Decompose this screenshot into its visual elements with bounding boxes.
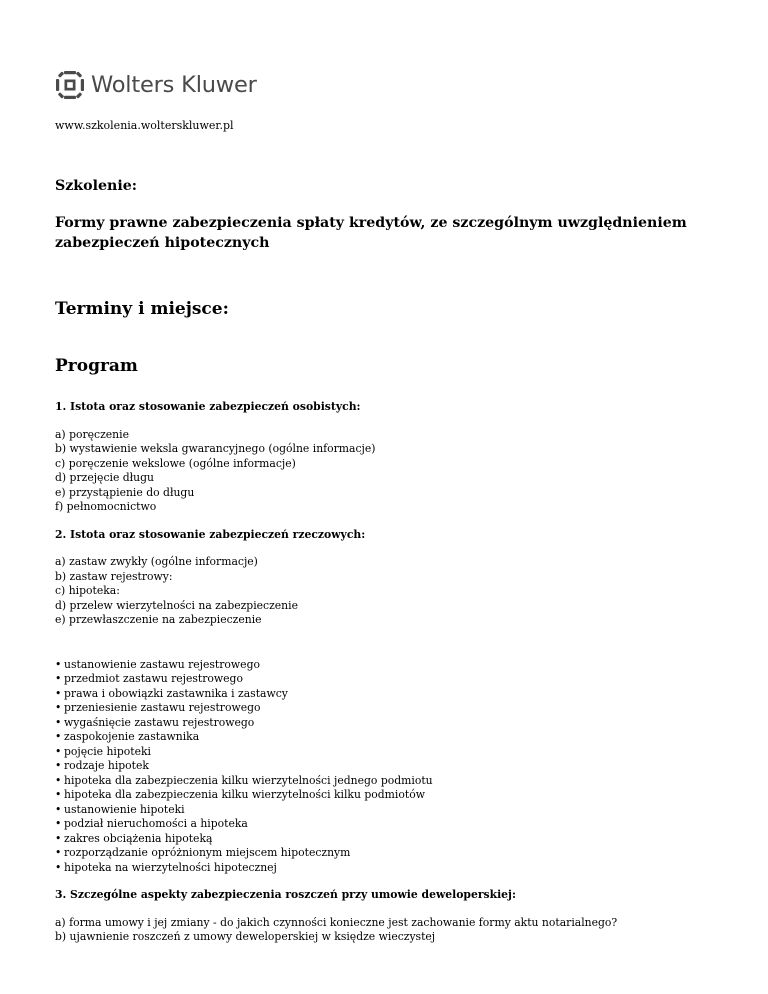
website-url: www.szkolenia.wolterskluwer.pl bbox=[55, 119, 234, 132]
section-title: 2. Istota oraz stosowanie zabezpieczeń rzeczowych: bbox=[55, 527, 366, 541]
program-content bbox=[55, 400, 715, 945]
list-item: d) przelew wierzytelności na zabezpieczenie bbox=[55, 598, 298, 612]
list-item: a) poręczenie bbox=[55, 427, 129, 441]
list-item: c) poręczenie wekslowe (ogólne informacje) bbox=[55, 456, 296, 470]
logo bbox=[55, 68, 257, 102]
list-item: f) pełnomocnictwo bbox=[55, 500, 157, 513]
bullet-item: • zakres obciążenia hipoteką bbox=[55, 832, 715, 847]
bullet-item: • zaspokojenie zastawnika bbox=[55, 730, 715, 745]
logo-text: Wolters Kluwer bbox=[91, 72, 257, 98]
section-3-list bbox=[55, 916, 715, 945]
list-item: b) zastaw rejestrowy: bbox=[55, 569, 173, 583]
bullet-item: • przeniesienie zastawu rejestrowego bbox=[55, 701, 715, 716]
training-label: Szkolenie: bbox=[55, 178, 137, 194]
terms-heading: Terminy i miejsce: bbox=[55, 299, 229, 319]
section-2-bullet-list bbox=[55, 658, 715, 876]
section-1-list bbox=[55, 428, 715, 515]
wolters-kluwer-logo-icon bbox=[55, 70, 85, 100]
section-title: 3. Szczególne aspekty zabezpieczenia roszczeń przy umowie deweloperskiej: bbox=[55, 888, 516, 901]
section-title: 1. Istota oraz stosowanie zabezpieczeń osobistych: bbox=[55, 400, 361, 413]
program-heading: Program bbox=[55, 356, 138, 376]
bullet-item: • wygaśnięcie zastawu rejestrowego bbox=[55, 716, 715, 731]
bullet-item: • ustanowienie hipoteki bbox=[55, 803, 715, 818]
section-2-list bbox=[55, 555, 715, 628]
bullet-item: • ustanowienie zastawu rejestrowego bbox=[55, 658, 715, 673]
list-item: a) forma umowy i jej zmiany - do jakich czynności konieczne jest zachowanie formy aktu notarialnego? bbox=[55, 915, 618, 929]
bullet-item: • hipoteka dla zabezpieczenia kilku wierzytelności kilku podmiotów bbox=[55, 788, 715, 803]
bullet-item: • hipoteka na wierzytelności hipotecznej bbox=[55, 861, 715, 876]
training-title: Formy prawne zabezpieczenia spłaty kredytów, ze szczególnym uwzględnieniem zabezpieczeń hipotecznych bbox=[55, 215, 687, 251]
bullet-item: • rodzaje hipotek bbox=[55, 759, 715, 774]
list-item: a) zastaw zwykły (ogólne informacje) bbox=[55, 555, 258, 568]
list-item: e) przystąpienie do długu bbox=[55, 485, 195, 499]
list-item: b) wystawienie weksla gwarancyjnego (ogólne informacje) bbox=[55, 442, 376, 455]
list-item: d) przejęcie długu bbox=[55, 471, 154, 484]
list-item: e) przewłaszczenie na zabezpieczenie bbox=[55, 613, 262, 626]
bullet-item: • rozporządzanie opróżnionym miejscem hipotecznym bbox=[55, 846, 715, 861]
list-item: b) ujawnienie roszczeń z umowy deweloperskiej w księdze wieczystej bbox=[55, 930, 436, 943]
list-item: c) hipoteka: bbox=[55, 584, 120, 597]
bullet-item: • podział nieruchomości a hipoteka bbox=[55, 817, 715, 832]
bullet-item: • hipoteka dla zabezpieczenia kilku wierzytelności jednego podmiotu bbox=[55, 774, 715, 789]
bullet-item: • prawa i obowiązki zastawnika i zastawcy bbox=[55, 687, 715, 702]
bullet-item: • przedmiot zastawu rejestrowego bbox=[55, 672, 715, 687]
bullet-item: • pojęcie hipoteki bbox=[55, 745, 715, 760]
